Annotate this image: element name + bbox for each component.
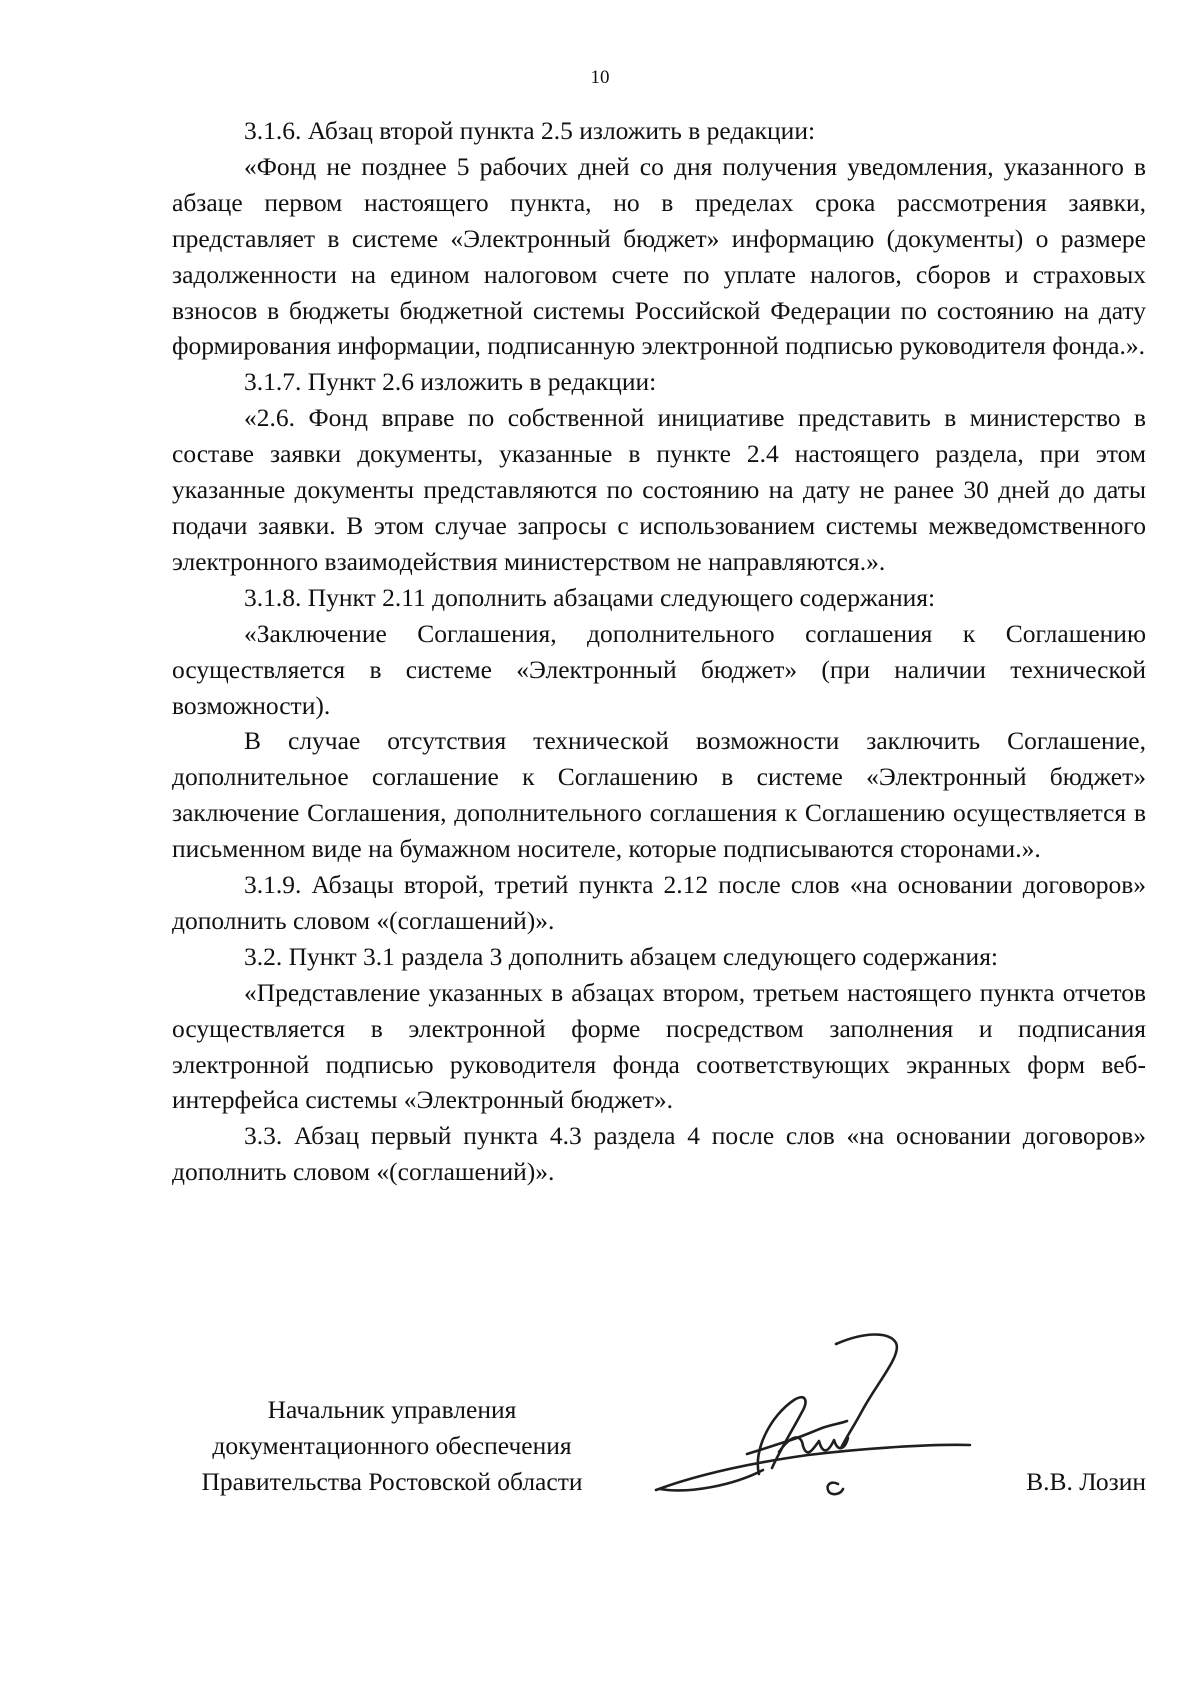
paragraph-3-1-9: 3.1.9. Абзацы второй, третий пункта 2.12 после слов «на основании договоров» дополнить словом «(соглашений)». — [172, 870, 1146, 935]
handwritten-signature — [652, 1328, 972, 1508]
paragraph-3-1-7-text: «2.6. Фонд вправе по собственной инициативе представить в министерство в составе заявки документы, указанные в пункте 2.4 настоящего раздела, при этом указанные документы представляются по состоянию на дату не ранее 30 дней до даты подачи заявки. В этом случае запросы с использованием системы межведомственного электронного взаимодействия министерством не направляются.». — [172, 403, 1146, 576]
paragraph-3-1-8-heading: 3.1.8. Пункт 2.11 дополнить абзацами следующего содержания: — [244, 582, 936, 612]
paragraph-3-2-text: «Представление указанных в абзацах втором, третьем настоящего пункта отчетов осуществляется в электронной форме посредством заполнения и подписания электронной подписью руководителя фонда соответствующих экранных форм веб-интерфейса системы «Электронный бюджет». — [172, 977, 1146, 1115]
page-number: 10 — [590, 67, 610, 88]
position-line-2: документационного обеспечения — [212, 1430, 572, 1460]
document-body — [172, 113, 1146, 1190]
paragraph-3-1-6-text: «Фонд не позднее 5 рабочих дней со дня получения уведомления, указанного в абзаце первом настоящего пункта, но в пределах срока рассмотрения заявки, представляет в системе «Электронный бюджет» информацию (документы) о размере задолженности на едином налоговом счете по уплате налогов, сборов и страховых взносов в бюджеты бюджетной системы Российской Федерации по состоянию на дату формирования информации, подписанную электронной подписью руководителя фонда.». — [172, 151, 1146, 361]
paragraph-3-1-8-text-1: «Заключение Соглашения, дополнительного соглашения к Соглашению осуществляется в системе «Электронный бюджет» (при наличии технической возможности). — [172, 618, 1146, 720]
position-line-1: Начальник управления — [267, 1395, 517, 1424]
paragraph-3-3: 3.3. Абзац первый пункта 4.3 раздела 4 после слов «на основании договоров» дополнить словом «(соглашений)». — [172, 1121, 1146, 1187]
signer-position — [172, 1392, 612, 1500]
paragraph-3-1-7-heading: 3.1.7. Пункт 2.6 изложить в редакции: — [244, 367, 657, 397]
signer-name: В.В. Лозин — [1026, 1467, 1146, 1496]
position-line-3: Правительства Ростовской области — [201, 1466, 583, 1496]
paragraph-3-2-heading: 3.2. Пункт 3.1 раздела 3 дополнить абзацем следующего содержания: — [244, 941, 999, 971]
paragraph-3-1-6-heading: 3.1.6. Абзац второй пункта 2.5 изложить в редакции: — [244, 116, 816, 145]
signature-block — [172, 1392, 1146, 1512]
paragraph-3-1-8-text-2: В случае отсутствия технической возможности заключить Соглашение, дополнительное соглашение к Соглашению в системе «Электронный бюджет» заключение Соглашения, дополнительного соглашения к Соглашению осуществляется в письменном виде на бумажном носителе, которые подписываются сторонами.». — [172, 726, 1146, 864]
